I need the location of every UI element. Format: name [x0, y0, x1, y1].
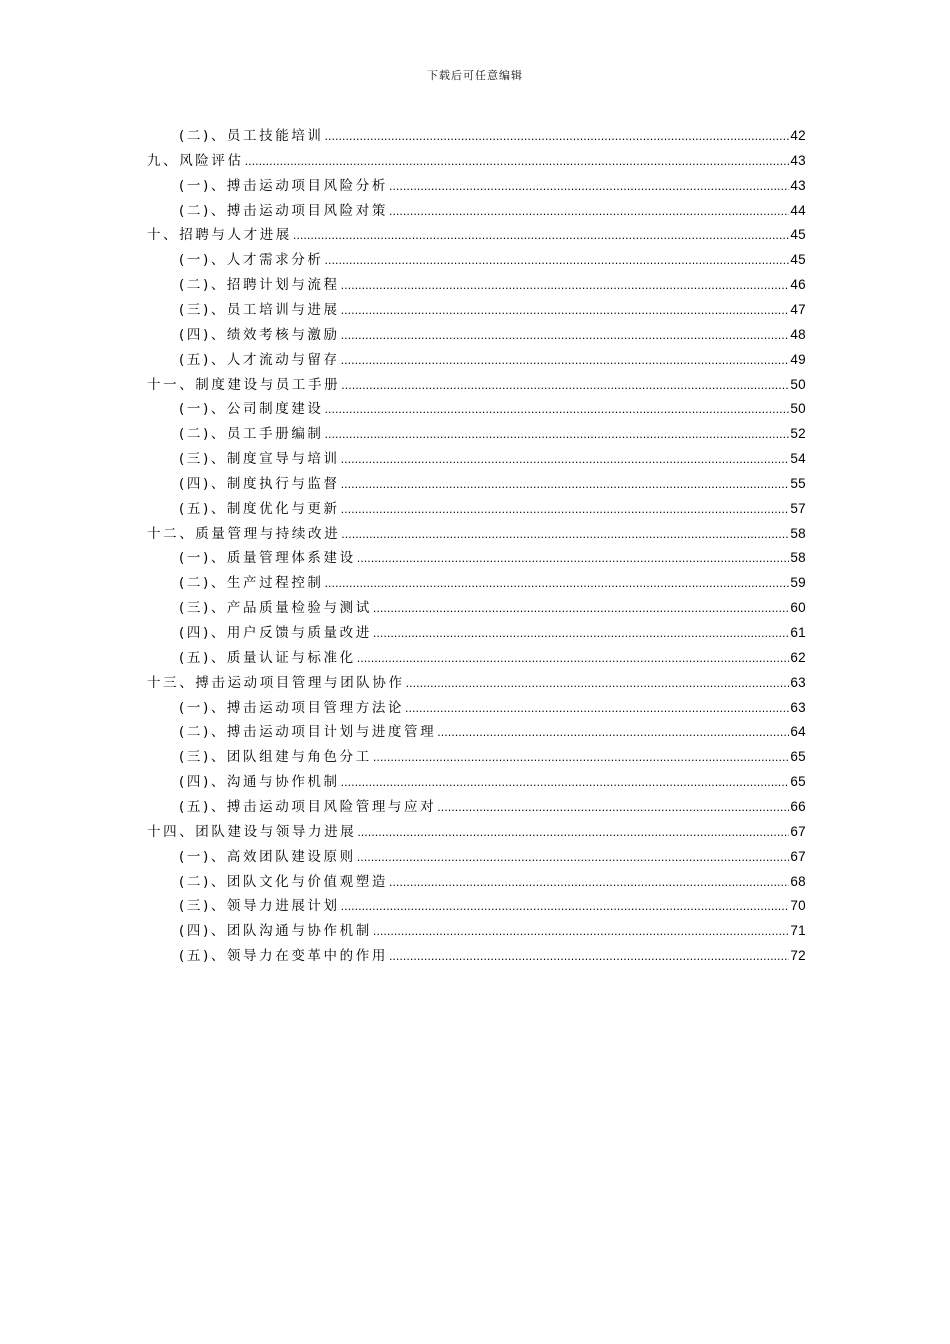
toc-entry-page-number: 55: [790, 475, 806, 491]
toc-entry-title: 十、招聘与人才进展: [147, 227, 292, 244]
toc-entry-title: 九、风险评估: [147, 152, 244, 169]
toc-entry[interactable]: [179, 498, 806, 520]
toc-entry-page-number: 46: [790, 277, 806, 293]
toc-entry[interactable]: [179, 771, 806, 793]
toc-entry-title: (二)、团队文化与价值观塑造: [179, 873, 388, 890]
toc-entry-title: (三)、员工培训与进展: [179, 301, 340, 318]
toc-leader-dots: [341, 499, 790, 521]
toc-entry-page-number: 66: [790, 798, 806, 814]
toc-leader-dots: [341, 449, 790, 471]
toc-leader-dots: [293, 225, 789, 247]
toc-entry[interactable]: [147, 150, 806, 172]
toc-leader-dots: [245, 151, 790, 173]
toc-entry-title: (五)、领导力在变革中的作用: [179, 948, 388, 965]
toc-entry[interactable]: [179, 398, 806, 420]
toc-leader-dots: [325, 250, 790, 272]
toc-entry[interactable]: [179, 746, 806, 768]
toc-entry-title: 十四、团队建设与领导力进展: [147, 823, 357, 840]
toc-leader-dots: [357, 648, 790, 670]
toc-entry-page-number: 68: [790, 873, 806, 889]
toc-entry[interactable]: [179, 324, 806, 346]
toc-leader-dots: [357, 548, 790, 570]
toc-entry[interactable]: [179, 572, 806, 594]
toc-entry-title: (一)、高效团队建设原则: [179, 848, 356, 865]
toc-leader-dots: [325, 126, 790, 148]
toc-entry-page-number: 57: [790, 500, 806, 516]
toc-entry[interactable]: [179, 846, 806, 868]
toc-entry-page-number: 62: [790, 649, 806, 665]
toc-leader-dots: [389, 872, 789, 894]
toc-entry-page-number: 65: [790, 749, 806, 765]
toc-entry-title: (二)、招聘计划与流程: [179, 277, 340, 294]
toc-entry[interactable]: [179, 249, 806, 271]
toc-leader-dots: [373, 623, 790, 645]
toc-leader-dots: [325, 399, 790, 421]
toc-entry-title: (五)、人才流动与留存: [179, 351, 340, 368]
toc-entry-title: (三)、产品质量检验与测试: [179, 600, 372, 617]
toc-leader-dots: [341, 772, 790, 794]
toc-entry-title: (二)、员工手册编制: [179, 426, 324, 443]
toc-entry-page-number: 70: [790, 898, 806, 914]
toc-entry-page-number: 67: [790, 823, 806, 839]
toc-entry[interactable]: [179, 945, 806, 967]
toc-entry-page-number: 43: [790, 177, 806, 193]
toc-entry-title: (一)、搏击运动项目管理方法论: [179, 699, 405, 716]
toc-entry[interactable]: [179, 597, 806, 619]
toc-entry-title: (二)、生产过程控制: [179, 575, 324, 592]
toc-entry[interactable]: [179, 349, 806, 371]
toc-leader-dots: [373, 598, 790, 620]
toc-leader-dots: [389, 176, 789, 198]
toc-leader-dots: [389, 201, 789, 223]
toc-entry[interactable]: [179, 125, 806, 147]
toc-entry[interactable]: [179, 895, 806, 917]
toc-entry-title: (五)、搏击运动项目风险管理与应对: [179, 798, 437, 815]
toc-entry[interactable]: [179, 647, 806, 669]
toc-entry-title: (五)、质量认证与标准化: [179, 649, 356, 666]
toc-entry-page-number: 58: [790, 525, 806, 541]
toc-entry-title: (三)、制度宣导与培训: [179, 451, 340, 468]
toc-leader-dots: [325, 424, 790, 446]
toc-leader-dots: [341, 350, 790, 372]
toc-entry-page-number: 72: [790, 948, 806, 964]
toc-entry-page-number: 48: [790, 326, 806, 342]
toc-entry-title: (二)、搏击运动项目计划与进度管理: [179, 724, 437, 741]
toc-entry-title: (二)、搏击运动项目风险对策: [179, 202, 388, 219]
toc-entry-page-number: 58: [790, 550, 806, 566]
toc-entry-page-number: 50: [790, 376, 806, 392]
toc-entry-page-number: 50: [790, 401, 806, 417]
toc-entry-page-number: 44: [790, 202, 806, 218]
toc-leader-dots: [341, 375, 789, 397]
toc-leader-dots: [341, 325, 790, 347]
toc-entry[interactable]: [179, 299, 806, 321]
toc-entry[interactable]: [179, 473, 806, 495]
toc-entry[interactable]: [179, 697, 806, 719]
toc-entry[interactable]: [179, 547, 806, 569]
toc-entry-page-number: 63: [790, 699, 806, 715]
toc-entry-page-number: 42: [790, 128, 806, 143]
page-header: 下载后可任意编辑: [427, 69, 523, 82]
toc-entry[interactable]: [179, 871, 806, 893]
toc-entry-page-number: 65: [790, 774, 806, 790]
toc-entry-page-number: 64: [790, 724, 806, 740]
toc-leader-dots: [357, 847, 790, 869]
toc-entry-title: 十三、搏击运动项目管理与团队协作: [147, 674, 405, 691]
toc-entry-page-number: 43: [790, 152, 806, 168]
toc-entry-title: 十二、质量管理与持续改进: [147, 525, 341, 542]
toc-leader-dots: [437, 797, 789, 819]
toc-entry-title: (四)、用户反馈与质量改进: [179, 625, 372, 641]
toc-entry[interactable]: [147, 374, 806, 396]
toc-entry[interactable]: [179, 622, 806, 644]
toc-leader-dots: [325, 573, 790, 595]
toc-entry-page-number: 54: [790, 451, 806, 467]
toc-leader-dots: [405, 698, 789, 720]
toc-entry[interactable]: [147, 523, 806, 545]
toc-leader-dots: [341, 300, 790, 322]
toc-leader-dots: [357, 822, 789, 844]
toc-entry-page-number: 45: [790, 227, 806, 243]
toc-entry[interactable]: [179, 423, 806, 445]
toc-entry[interactable]: [147, 821, 806, 843]
toc-entry[interactable]: [179, 920, 806, 942]
toc-leader-dots: [341, 524, 789, 546]
toc-entry-page-number: 49: [790, 351, 806, 367]
toc-entry[interactable]: [179, 448, 806, 470]
toc-entry-title: (五)、制度优化与更新: [179, 500, 340, 517]
toc-entry-page-number: 67: [790, 848, 806, 864]
toc-leader-dots: [406, 673, 790, 695]
toc-entry-title: (一)、人才需求分析: [179, 252, 324, 269]
toc-entry-page-number: 47: [790, 301, 806, 317]
toc-leader-dots: [341, 275, 790, 297]
toc-entry[interactable]: [179, 796, 806, 818]
toc-leader-dots: [437, 722, 789, 744]
toc-leader-dots: [341, 474, 790, 496]
toc-entry[interactable]: [147, 224, 806, 246]
toc-entry-title: (四)、沟通与协作机制: [179, 774, 340, 791]
toc-entry[interactable]: [179, 721, 806, 743]
toc-entry-title: (一)、公司制度建设: [179, 401, 324, 418]
toc-entry-page-number: 59: [790, 575, 806, 591]
toc-leader-dots: [389, 946, 789, 968]
toc-entry-title: (三)、团队组建与角色分工: [179, 749, 372, 766]
toc-entry-title: (四)、制度执行与监督: [179, 475, 340, 492]
toc-entry[interactable]: [179, 200, 806, 222]
toc-entry-title: (一)、质量管理体系建设: [179, 550, 356, 567]
toc-entry[interactable]: [179, 175, 806, 197]
toc-entry-page-number: 60: [790, 600, 806, 616]
toc-entry-page-number: 61: [790, 625, 806, 640]
toc-entry-title: 十一、制度建设与员工手册: [147, 376, 341, 393]
toc-entry[interactable]: [147, 672, 806, 694]
toc-entry-title: (三)、领导力进展计划: [179, 898, 340, 915]
toc-entry-page-number: 45: [790, 252, 806, 268]
toc-entry-title: (一)、搏击运动项目风险分析: [179, 177, 388, 194]
toc-entry-title: (四)、绩效考核与激励: [179, 326, 340, 343]
toc-entry-page-number: 52: [790, 426, 806, 442]
toc-leader-dots: [341, 896, 790, 918]
toc-entry-title: (二)、员工技能培训: [179, 128, 324, 144]
toc-leader-dots: [373, 747, 790, 769]
toc-leader-dots: [373, 921, 790, 943]
toc-entry-title: (四)、团队沟通与协作机制: [179, 923, 372, 940]
toc-entry[interactable]: [179, 274, 806, 296]
toc-entry-page-number: 63: [790, 674, 806, 690]
toc-entry-page-number: 71: [790, 923, 806, 939]
